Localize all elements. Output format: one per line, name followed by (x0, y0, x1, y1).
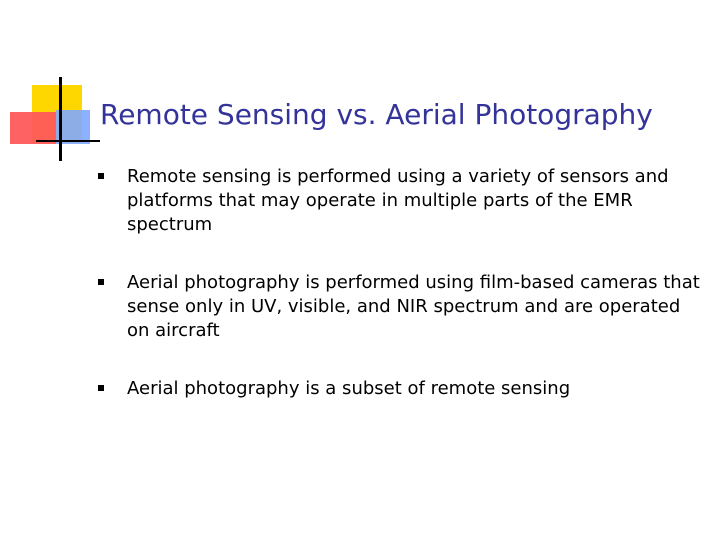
bullet-item (97, 165, 707, 237)
decorative-logo (0, 0, 110, 170)
bullet-item (97, 377, 707, 401)
slide-title: Remote Sensing vs. Aerial Photography (100, 98, 653, 131)
bullet-text: Aerial photography is performed using film-based cameras that sense only in UV, visible, and NIR spectrum and are operated on aircraft (127, 272, 700, 341)
bullet-text: Remote sensing is performed using a variety of sensors and platforms that may operate in multiple parts of the EMR spectrum (127, 166, 669, 235)
bullet-text: Aerial photography is a subset of remote sensing (127, 378, 571, 399)
square-bullet-icon (98, 173, 104, 179)
bullet-list (97, 165, 707, 435)
bullet-item (97, 271, 707, 343)
logo-horizontal-line (36, 140, 100, 142)
square-bullet-icon (98, 385, 104, 391)
logo-vertical-line (59, 77, 62, 161)
square-bullet-icon (98, 279, 104, 285)
